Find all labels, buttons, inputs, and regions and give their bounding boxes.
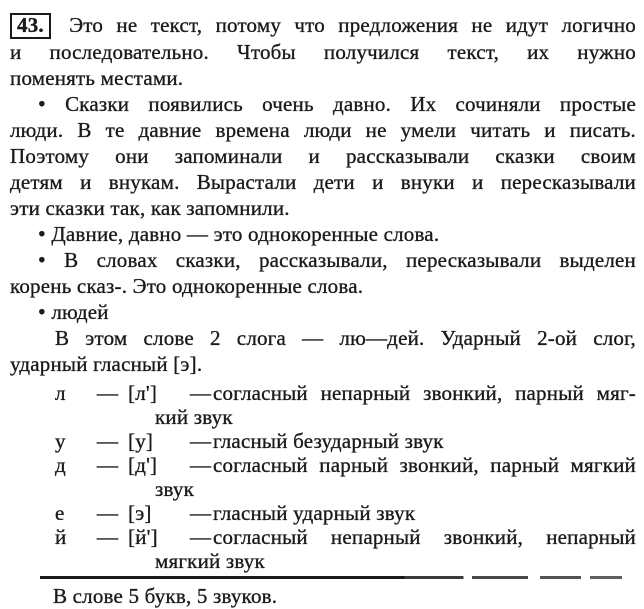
phonetic-description: согласный непарный звонкий, непарный (213, 525, 636, 549)
dash: — (97, 525, 119, 549)
phonetic-description: гласный ударный звук (213, 501, 416, 525)
phonetic-transcription: [у] (128, 429, 154, 453)
text-line (10, 12, 636, 39)
text-line: детям и внукам. Вырастали дети и внуки и пересказывали (10, 170, 636, 194)
phonetic-analysis (10, 381, 636, 573)
phonetic-description-continuation: мягкий звук (155, 549, 265, 573)
paragraph-word-lyudey (10, 299, 636, 325)
dash: — (97, 381, 119, 405)
dash: — (190, 429, 212, 453)
text-line: Поэтому они запоминали и рассказывали сказки своим (10, 144, 636, 168)
divider-rule (40, 576, 628, 579)
phonetic-transcription: [э] (128, 501, 152, 525)
line-text: Сказки появились очень давно. Их сочиняли простые (65, 92, 636, 116)
bullet-icon: • (38, 91, 46, 116)
dash: — (97, 501, 119, 525)
paragraph-same-root (10, 221, 636, 247)
paragraph-syllables (10, 325, 636, 377)
dash: — (190, 525, 212, 549)
phonetic-letter: е (55, 501, 65, 525)
dash: — (190, 453, 212, 477)
paragraph-fairy-tales (10, 91, 636, 221)
text-line (10, 91, 636, 117)
phonetic-letter: л (55, 381, 66, 405)
phonetic-description-continuation: кий звук (155, 405, 233, 429)
phonetic-row (55, 501, 636, 525)
text-line: ударный гласный [э]. (10, 352, 203, 376)
phonetic-transcription: [л'] (128, 381, 158, 405)
text-line: корень сказ-. Это однокоренные слова. (10, 274, 364, 298)
phonetic-letter: д (55, 453, 66, 477)
dash: — (97, 429, 119, 453)
phonetic-letter: й (55, 525, 67, 549)
text-line: люди. В те давние времена люди не умели читать и писать. (10, 118, 636, 142)
text-line: поменять местами. (10, 66, 184, 90)
phonetic-row (55, 429, 636, 453)
phonetic-letter: у (55, 429, 66, 453)
phonetic-row (55, 453, 636, 477)
summary-line: В слове 5 букв, 5 звуков. (53, 584, 278, 608)
text-line (10, 221, 636, 247)
text-line: и последовательно. Чтобы получился текст, их нужно (10, 40, 636, 64)
paragraph-root-skaz (10, 247, 636, 299)
text-line (10, 299, 636, 325)
text-line: В этом слове 2 слога — лю—дей. Ударный 2-ой слог, (55, 326, 636, 350)
bullet-icon: • (38, 221, 46, 246)
bullet-icon: • (38, 299, 46, 324)
dash: — (97, 453, 119, 477)
phonetic-description: согласный парный звонкий, парный мягкий (213, 453, 636, 477)
phonetic-description: гласный безударный звук (213, 429, 444, 453)
dash: — (190, 381, 212, 405)
line-text: людей (51, 300, 109, 324)
line-text: Это не текст, потому что предложения не идут логично (69, 13, 636, 37)
phonetic-description: согласный непарный звонкий, парный мяг- (213, 381, 636, 405)
text-line: эти сказки так, как запомнили. (10, 196, 290, 220)
phonetic-row (55, 381, 636, 405)
dash: — (190, 501, 212, 525)
phonetic-description-continuation: звук (155, 477, 194, 501)
text-line (10, 247, 636, 273)
paragraph-not-a-text (10, 12, 636, 91)
line-text: Давние, давно — это однокоренные слова. (51, 222, 440, 246)
phonetic-row (55, 525, 636, 549)
line-text: В словах сказки, рассказывали, пересказывали выделен (64, 248, 636, 272)
exercise-number-box: 43. (10, 13, 51, 39)
phonetic-transcription: [й'] (128, 525, 158, 549)
bullet-icon: • (38, 247, 46, 272)
phonetic-transcription: [д'] (128, 453, 158, 477)
